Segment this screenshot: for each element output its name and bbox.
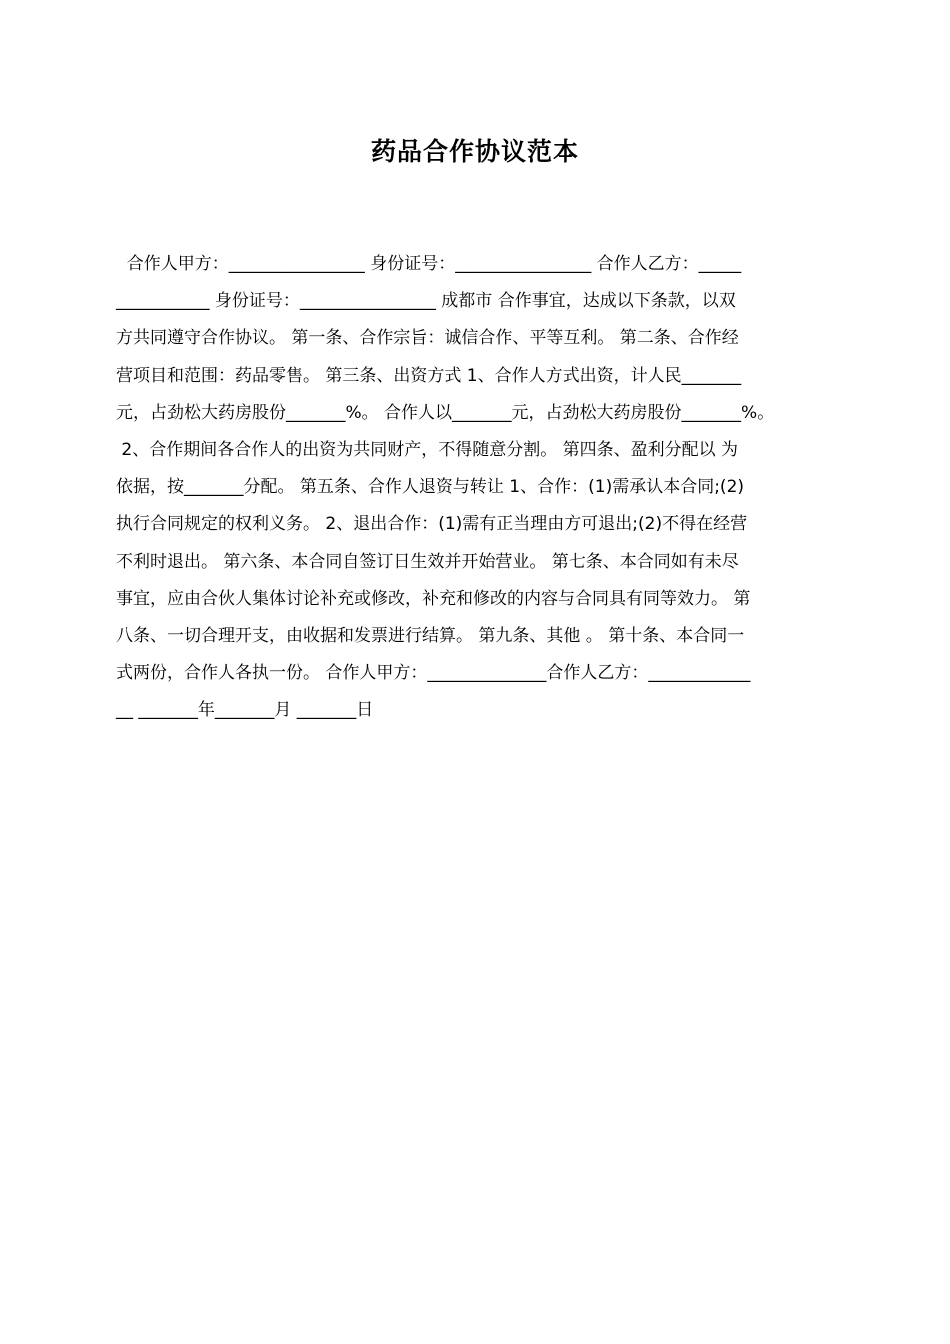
body-line-8: 执行合同规定的权利义务。 2、退出合作：(1)需有正当理由方可退出;(2)不得在经营 [116,514,748,535]
body-line-6: 2、合作期间各合作人的出资为共同财产，不得随意分割。 第四条、盈利分配以 为 [116,439,739,460]
body-line-2: ___________ 身份证号：________________ 成都市 合作事宜，达成以下条款，以双 [116,291,736,312]
body-line-9: 不利时退出。 第六条、本合同自签订日生效并开始营业。 第七条、本合同如有未尽 [116,551,739,572]
body-line-13: __ _______年_______月 _______日 [116,700,374,721]
body-line-11: 八条、一切合理开支，由收据和发票进行结算。 第九条、其他 。 第十条、本合同一 [116,625,745,646]
document-title: 药品合作协议范本 [370,137,579,166]
body-line-4: 营项目和范围：药品零售。 第三条、出资方式 1、合作人方式出资，计人民_______ [116,365,742,386]
body-line-7: 依据，按_______分配。 第五条、合作人退资与转让 1、合作：(1)需承认本合同;(2) [116,477,745,498]
body-line-10: 事宜，应由合伙人集体讨论补充或修改，补充和修改的内容与合同具有同等效力。 第 [116,588,751,609]
agreement-body [116,246,838,729]
body-line-12: 式两份，合作人各执一份。 合作人甲方：______________合作人乙方：____________ [116,663,751,684]
body-line-1: 合作人甲方：________________ 身份证号：________________ 合作人乙方：_____ [116,254,742,274]
body-line-3: 方共同遵守合作协议。 第一条、合作宗旨：诚信合作、平等互利。 第二条、合作经 [116,328,739,349]
body-line-5: 元，占劲松大药房股份_______%。 合作人以_______元，占劲松大药房股份_______%。 [116,402,775,423]
